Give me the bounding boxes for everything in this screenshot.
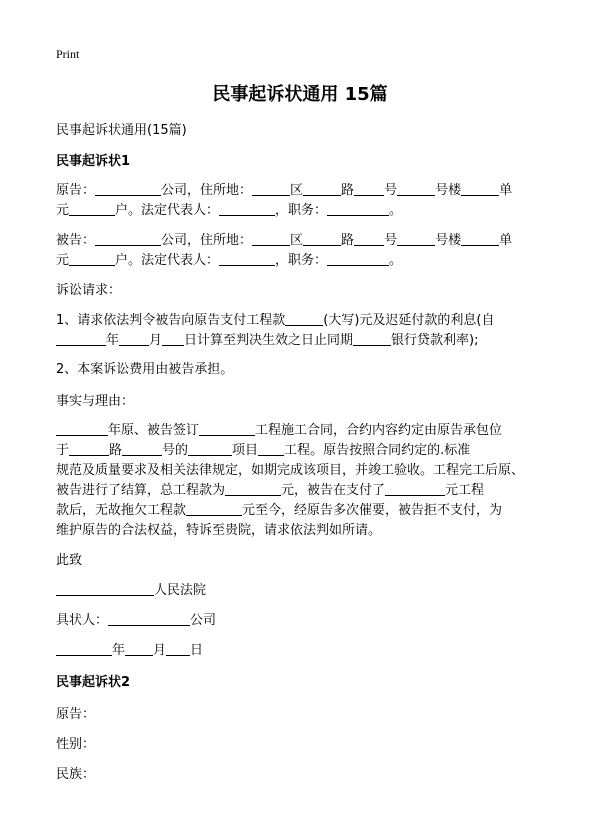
blank-field <box>397 232 435 246</box>
blank-field <box>122 442 162 456</box>
text: 号楼 <box>435 233 462 248</box>
blank-field <box>69 252 115 266</box>
blank-field <box>69 202 115 216</box>
blank-field <box>56 642 112 656</box>
section1-heading: 民事起诉状1 <box>56 154 131 169</box>
section2-ethnicity: 民族： <box>56 767 96 782</box>
signer-label: 具状人： <box>56 613 109 628</box>
blank-field <box>303 232 341 246</box>
facts-line-4 <box>56 480 546 501</box>
text: 1、请求依法判令被告向原告支付工程款 <box>56 313 286 328</box>
text: 月 <box>149 333 163 348</box>
text: 工程施工合同，合约内容约定由原告承包位 <box>255 423 503 438</box>
text: 日 <box>190 643 204 658</box>
blank-field <box>188 442 232 456</box>
date-line <box>56 640 546 661</box>
text: 号 <box>384 183 398 198</box>
text: 单 <box>499 183 513 198</box>
text: 元 <box>56 253 70 268</box>
text: 年 <box>106 333 120 348</box>
text: 于 <box>56 443 70 458</box>
section2-gender: 性别： <box>56 737 96 752</box>
blank-field <box>95 182 161 196</box>
blank-field <box>186 502 242 516</box>
text: 年 <box>112 643 126 658</box>
text: 号 <box>384 233 398 248</box>
text: 工程。原告按照合同约定的.标准 <box>284 443 471 458</box>
text: 区 <box>290 183 304 198</box>
blank-field <box>56 332 106 346</box>
claim-1-line-1 <box>56 310 546 331</box>
plaintiff-line-1 <box>56 180 546 201</box>
blank-field <box>385 482 445 496</box>
facts-line-5 <box>56 500 546 521</box>
text: 户。法定代表人： <box>115 203 220 218</box>
text: 款后，无故拖欠工程款 <box>56 503 187 518</box>
blank-field <box>56 582 154 596</box>
text: (大写)元及迟延付款的利息(自 <box>323 313 495 328</box>
closing-salutation: 此致 <box>56 553 83 568</box>
claim-1-line-2 <box>56 330 546 351</box>
text: 路 <box>341 183 355 198</box>
text: 户。法定代表人： <box>115 253 220 268</box>
print-label: Print <box>56 47 80 61</box>
blank-field <box>108 612 190 626</box>
facts-line-1 <box>56 420 546 441</box>
text: 路 <box>109 443 123 458</box>
blank-field <box>327 252 389 266</box>
blank-field <box>162 332 184 346</box>
text: 元 <box>56 203 70 218</box>
text: 号楼 <box>435 183 462 198</box>
text: 元，被告在支付了 <box>281 483 386 498</box>
blank-field <box>252 182 290 196</box>
text: 项目 <box>232 443 259 458</box>
blank-field <box>258 442 284 456</box>
text: 。 <box>389 203 403 218</box>
text: 被告进行了结算，总工程款为 <box>56 483 226 498</box>
facts-line-3: 规范及质量要求及相关法律规定，如期完成该项目，并竣工验收。工程完工后原、 <box>56 463 525 478</box>
facts-line-2 <box>56 440 546 461</box>
claim-2: 2、本案诉讼费用由被告承担。 <box>56 362 234 377</box>
text: 月 <box>153 643 167 658</box>
blank-field <box>397 182 435 196</box>
blank-field <box>461 182 499 196</box>
text: 元工程 <box>445 483 485 498</box>
plaintiff-line-2 <box>56 200 546 221</box>
blank-field <box>252 232 290 246</box>
section2-heading: 民事起诉状2 <box>56 675 131 690</box>
blank-field <box>56 422 108 436</box>
text: 公司 <box>190 613 217 628</box>
court-label: 人民法院 <box>154 583 207 598</box>
blank-field <box>303 182 341 196</box>
section2-plaintiff: 原告： <box>56 707 96 722</box>
blank-field <box>69 442 109 456</box>
text: 号的 <box>162 443 189 458</box>
blank-field <box>285 312 323 326</box>
defendant-line-1 <box>56 230 546 251</box>
text: 公司，住所地： <box>161 183 253 198</box>
text: 区 <box>290 233 304 248</box>
blank-field <box>219 252 275 266</box>
defendant-label: 被告： <box>56 233 96 248</box>
text: 年原、被告签订 <box>108 423 200 438</box>
text: 银行贷款利率); <box>391 333 479 348</box>
blank-field <box>354 232 384 246</box>
blank-field <box>327 202 389 216</box>
blank-field <box>199 422 255 436</box>
text: ，职务： <box>275 253 328 268</box>
blank-field <box>219 202 275 216</box>
blank-field <box>225 482 281 496</box>
text: ，职务： <box>275 203 328 218</box>
blank-field <box>119 332 149 346</box>
blank-field <box>95 232 161 246</box>
blank-field <box>353 332 391 346</box>
text: 日计算至判决生效之日止同期 <box>184 333 354 348</box>
claims-label: 诉讼请求： <box>56 283 122 298</box>
blank-field <box>461 232 499 246</box>
text: 公司，住所地： <box>161 233 253 248</box>
text: 。 <box>389 253 403 268</box>
blank-field <box>125 642 153 656</box>
text: 元至今，经原告多次催要，被告拒不支付，为 <box>242 503 503 518</box>
document-subtitle: 民事起诉状通用(15篇) <box>56 123 187 138</box>
signer-line <box>56 610 546 631</box>
blank-field <box>354 182 384 196</box>
facts-label: 事实与理由： <box>56 394 135 409</box>
blank-field <box>166 642 190 656</box>
document-title: 民事起诉状通用 15篇 <box>212 84 388 105</box>
defendant-line-2 <box>56 250 546 271</box>
plaintiff-label: 原告： <box>56 183 96 198</box>
court-line <box>56 580 546 601</box>
facts-line-6: 维护原告的合法权益，特诉至贵院，请求依法判如所请。 <box>56 523 382 538</box>
text: 路 <box>341 233 355 248</box>
text: 单 <box>499 233 513 248</box>
